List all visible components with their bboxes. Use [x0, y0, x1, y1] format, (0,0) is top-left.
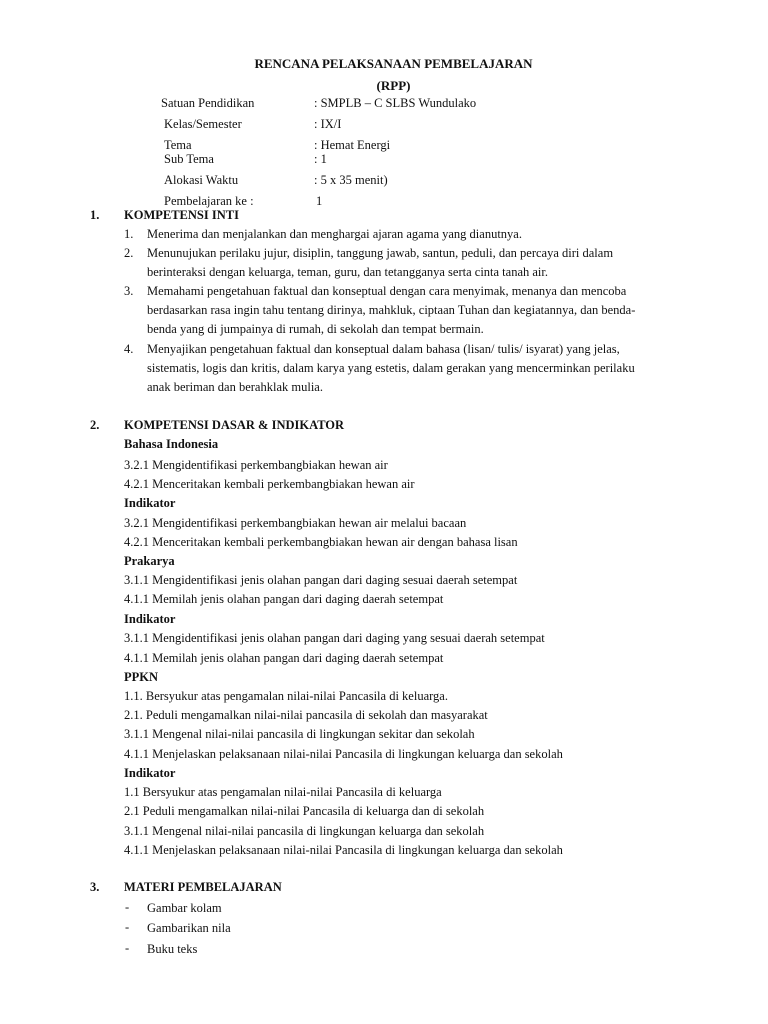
identity-label: Satuan Pendidikan	[161, 96, 255, 110]
materi-item: Buku teks	[147, 942, 198, 956]
subheading: PPKN	[124, 670, 159, 684]
kd-line: 3.2.1 Mengidentifikasi perkembangbiakan hewan air	[124, 458, 388, 472]
identity-value: : Hemat Energi	[314, 138, 391, 152]
bullet: -	[125, 900, 130, 914]
document-subtitle: (RPP)	[376, 78, 411, 93]
section-heading: KOMPETENSI INTI	[124, 208, 239, 222]
list-number: 2.	[124, 246, 134, 260]
list-number: 3.	[124, 284, 134, 298]
document-title: RENCANA PELAKSANAAN PEMBELAJARAN	[254, 56, 533, 71]
kd-line: 3.1.1 Mengenal nilai-nilai pancasila di lingkungan keluarga dan sekolah	[124, 824, 485, 838]
materi-item: Gambar kolam	[147, 901, 222, 915]
identity-label: Alokasi Waktu	[164, 173, 239, 187]
identity-value: : 1	[314, 152, 327, 166]
list-number: 1.	[124, 227, 134, 241]
subheading: Indikator	[124, 496, 176, 510]
kd-line: 3.1.1 Mengidentifikasi jenis olahan pangan dari daging sesuai daerah setempat	[124, 573, 518, 587]
identity-label: Sub Tema	[164, 152, 214, 166]
kd-line: 1.1. Bersyukur atas pengamalan nilai-nilai Pancasila di keluarga.	[124, 689, 448, 703]
identity-value: 1	[316, 194, 323, 208]
subheading: Bahasa Indonesia	[124, 437, 219, 451]
list-item-line: anak beriman dan berahklak mulia.	[147, 380, 323, 394]
kd-line: 2.1 Peduli mengamalkan nilai-nilai Pancasila di keluarga dan di sekolah	[124, 804, 485, 818]
list-item-line: Memahami pengetahuan faktual dan konseptual dengan cara menyimak, menanya dan mencoba	[147, 284, 627, 298]
list-item-line: berinteraksi dengan keluarga, teman, guru, dan tetangganya serta cinta tanah air.	[147, 265, 548, 279]
kd-line: 3.1.1 Mengenal nilai-nilai pancasila di lingkungan sekitar dan sekolah	[124, 727, 475, 741]
section-heading: MATERI PEMBELAJARAN	[124, 880, 282, 894]
list-number: 4.	[124, 342, 134, 356]
identity-label: Kelas/Semester	[164, 117, 242, 131]
kd-line: 3.2.1 Mengidentifikasi perkembangbiakan hewan air melalui bacaan	[124, 516, 467, 530]
section-number: 1.	[90, 208, 100, 222]
list-item-line: Menyajikan pengetahuan faktual dan konseptual dalam bahasa (lisan/ tulis/ isyarat) yang jelas,	[147, 342, 620, 356]
identity-label: Pembelajaran ke :	[164, 194, 254, 208]
bullet: -	[125, 920, 130, 934]
identity-value: : SMPLB – C SLBS Wundulako	[314, 96, 477, 110]
section-number: 3.	[90, 880, 100, 894]
section-number: 2.	[90, 418, 100, 432]
kd-line: 4.1.1 Memilah jenis olahan pangan dari daging daerah setempat	[124, 592, 444, 606]
section-heading: KOMPETENSI DASAR & INDIKATOR	[124, 418, 345, 432]
identity-value: : 5 x 35 menit)	[314, 173, 388, 187]
subheading: Indikator	[124, 766, 176, 780]
kd-line: 2.1. Peduli mengamalkan nilai-nilai pancasila di sekolah dan masyarakat	[124, 708, 488, 722]
list-item-line: sistematis, logis dan kritis, dalam karya yang estetis, dalam gerakan yang mencerminkan perilaku	[147, 361, 635, 375]
kd-line: 3.1.1 Mengidentifikasi jenis olahan pangan dari daging yang sesuai daerah setempat	[124, 631, 545, 645]
kd-line: 1.1 Bersyukur atas pengamalan nilai-nilai Pancasila di keluarga	[124, 785, 442, 799]
identity-value: : IX/I	[314, 117, 342, 131]
subheading: Prakarya	[124, 554, 175, 568]
materi-item: Gambarikan nila	[147, 921, 231, 935]
list-item-line: Menunujukan perilaku jujur, disiplin, tanggung jawab, santun, peduli, dan percaya diri dalam	[147, 246, 614, 260]
kd-line: 4.2.1 Menceritakan kembali perkembangbiakan hewan air dengan bahasa lisan	[124, 535, 518, 549]
kd-line: 4.1.1 Memilah jenis olahan pangan dari daging daerah setempat	[124, 651, 444, 665]
list-item-line: benda yang di jumpainya di rumah, di sekolah dan tempat bermain.	[147, 322, 484, 336]
subheading: Indikator	[124, 612, 176, 626]
identity-label: Tema	[164, 138, 192, 152]
list-item-line: Menerima dan menjalankan dan menghargai ajaran agama yang dianutnya.	[147, 227, 522, 241]
kd-line: 4.2.1 Menceritakan kembali perkembangbiakan hewan air	[124, 477, 415, 491]
bullet: -	[125, 941, 130, 955]
kd-line: 4.1.1 Menjelaskan pelaksanaan nilai-nilai Pancasila di lingkungan keluarga dan sekolah	[124, 843, 563, 857]
kd-line: 4.1.1 Menjelaskan pelaksanaan nilai-nilai Pancasila di lingkungan keluarga dan sekolah	[124, 747, 563, 761]
list-item-line: berdasarkan rasa ingin tahu tentang dirinya, mahkluk, ciptaan Tuhan dan kegiatannya, dan benda-	[147, 303, 636, 317]
